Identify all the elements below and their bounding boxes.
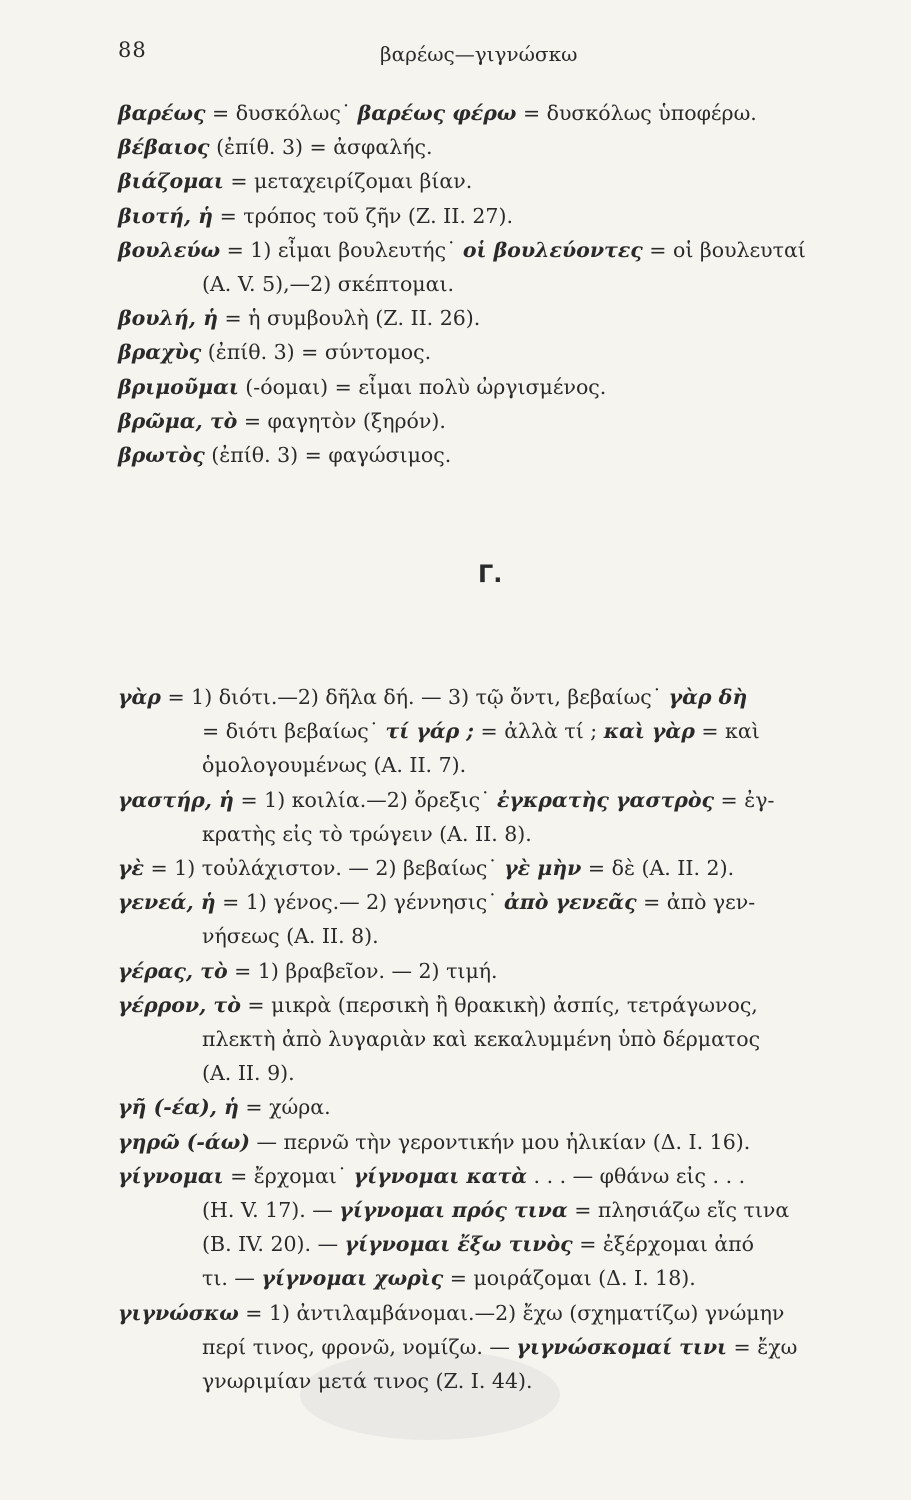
dictionary-entry — [118, 783, 858, 851]
dictionary-entry — [118, 851, 858, 885]
definition-text: = πλησιάζω εἴς τινα — [567, 1198, 790, 1223]
headword: γὲ — [118, 856, 144, 881]
definition-text: = 1) κοιλία.—2) ὄρεξις˙ — [233, 787, 497, 812]
dictionary-entry — [118, 1125, 858, 1159]
headword: βουλή, ἡ — [118, 306, 218, 331]
headword: γίγνομαι — [118, 1163, 224, 1188]
entry-continuation: (Α. ΙΙ. 9). — [202, 1061, 295, 1086]
dictionary-entry — [118, 233, 858, 301]
dictionary-entry — [118, 301, 858, 335]
dictionary-entry — [118, 1159, 858, 1296]
headword: γαστήρ, ἡ — [118, 787, 234, 812]
definition-text: = 1) βραβεῖον. — 2) τιμή. — [227, 958, 498, 983]
headword: βραχὺς — [118, 340, 202, 365]
entry-continuation — [118, 714, 858, 748]
dictionary-entry — [118, 96, 858, 130]
dictionary-entry — [118, 1296, 858, 1399]
definition-text: = 1) ἀντιλαμβάνομαι.—2) ἔχω (σχηματίζω) γνώμην — [238, 1300, 785, 1325]
definition-text: = ἡ συμβουλὴ (Ζ. ΙΙ. 26). — [217, 306, 481, 331]
headword: γὰρ — [118, 685, 161, 709]
entry-continuation — [118, 1193, 858, 1227]
entry-continuation: ὁμολογουμένως (Α. ΙΙ. 7). — [202, 753, 467, 778]
dictionary-entry — [118, 954, 858, 988]
entry-continuation: (Α. V. 5),—2) σκέπτομαι. — [202, 272, 455, 297]
running-head: βαρέως—γιγνώσκω — [380, 42, 578, 66]
dictionary-entry — [118, 370, 858, 404]
definition-text: (ἐπίθ. 3) = σύντομος. — [201, 340, 432, 365]
page-number: 88 — [118, 38, 147, 62]
phrase: γιγνώσκομαί τινι — [516, 1334, 727, 1359]
headword: βέβαιος — [118, 135, 210, 160]
headword: βαρέως — [118, 101, 206, 125]
definition-text: = ἐγ- — [714, 787, 775, 812]
definition-text: (Β. IV. 20). — — [202, 1232, 345, 1257]
phrase: οἱ βουλεύοντες — [462, 237, 643, 262]
headword: βριμοῦμαι — [118, 374, 239, 399]
definition-text: = 1) τοὐλάχιστον. — 2) βεβαίως˙ — [144, 856, 505, 881]
definition-text: (ἐπίθ. 3) = φαγώσιμος. — [204, 443, 452, 468]
definition-text: = 1) γένος.— 2) γέννησις˙ — [215, 890, 505, 915]
page-header — [118, 38, 851, 78]
definition-text: (ἐπίθ. 3) = ἀσφαλής. — [209, 135, 433, 160]
definition-text: (-όομαι) = εἶμαι πολὺ ὠργισμένος. — [238, 374, 607, 399]
entry-continuation: γνωριμίαν μετά τινος (Ζ. Ι. 44). — [202, 1369, 533, 1394]
phrase: γίγνομαι ἔξω τινὸς — [344, 1232, 573, 1257]
headword: γέρρον, τὸ — [118, 992, 241, 1017]
definition-text: = 1) διότι.—2) δῆλα δή. — 3) τῷ ὄντι, βεβαίως˙ — [160, 685, 669, 709]
entries-beta — [118, 96, 858, 472]
entry-continuation — [118, 1330, 858, 1364]
definition-text: — περνῶ τὴν γεροντικήν μου ἡλικίαν (Δ. Ι. 16). — [249, 1129, 751, 1154]
dictionary-entry — [118, 438, 858, 472]
definition-text: = τρόπος τοῦ ζῆν (Ζ. ΙΙ. 27). — [213, 203, 513, 228]
entry-continuation: πλεκτὴ ἀπὸ λυγαριὰν καὶ κεκαλυμμένη ὑπὸ δέρματος — [202, 1027, 761, 1052]
phrase: ἐγκρατὴς γαστρὸς — [496, 787, 715, 812]
dictionary-entry — [118, 199, 858, 233]
definition-text: = μοιράζομαι (Δ. Ι. 18). — [443, 1266, 696, 1291]
headword: γιγνώσκω — [118, 1300, 239, 1325]
entries-gamma — [118, 680, 858, 1398]
definition-text: = δυσκόλως˙ — [205, 101, 358, 125]
definition-text: = οἱ βουλευταί — [642, 237, 806, 262]
phrase: βαρέως φέρω — [357, 101, 517, 125]
definition-text: = μεταχειρίζομαι βίαν. — [223, 169, 473, 194]
phrase: γίγνομαι κατὰ — [353, 1163, 528, 1188]
phrase: γίγνομαι πρός τινα — [339, 1198, 568, 1223]
definition-text: = χώρα. — [238, 1095, 331, 1120]
dictionary-entry — [118, 404, 858, 438]
dictionary-entry — [118, 680, 858, 783]
definition-text: = 1) εἶμαι βουλευτής˙ — [220, 237, 463, 262]
phrase: τί γάρ ; — [385, 719, 474, 744]
definition-text: = ἔρχομαι˙ — [223, 1163, 354, 1188]
headword: γηρῶ (-άω) — [118, 1129, 250, 1154]
dictionary-entry — [118, 335, 858, 369]
definition-text: = ἐξέρχομαι ἀπό — [572, 1232, 754, 1257]
definition-text: = δὲ (Α. ΙΙ. 2). — [581, 856, 735, 881]
headword: βρωτὸς — [118, 443, 205, 468]
headword: γῆ (-έα), ἡ — [118, 1095, 239, 1120]
section-letter-gamma: Γ. — [478, 560, 503, 588]
dictionary-entry — [118, 1090, 858, 1124]
definition-text: τι. — — [202, 1266, 262, 1291]
headword: βιάζομαι — [118, 169, 224, 194]
entry-continuation: νήσεως (Α. ΙΙ. 8). — [202, 924, 379, 949]
headword: βιοτή, ἡ — [118, 203, 214, 228]
dictionary-entry — [118, 988, 858, 1091]
entry-continuation — [118, 1227, 858, 1261]
headword: γενεά, ἡ — [118, 890, 216, 915]
definition-text: (Η. V. 17). — — [202, 1198, 340, 1223]
phrase: ἀπὸ γενεᾶς — [504, 890, 637, 915]
phrase: γίγνομαι χωρὶς — [261, 1266, 444, 1291]
phrase: καὶ γὰρ — [603, 719, 695, 744]
entry-continuation — [118, 1261, 858, 1295]
definition-text: = ἀλλὰ τί ; — [473, 719, 604, 744]
headword: βρῶμα, τὸ — [118, 408, 238, 433]
definition-text: = φαγητὸν (ξηρόν). — [237, 408, 446, 433]
definition-text: = ἀπὸ γεν- — [636, 890, 756, 915]
phrase: γὲ μὴν — [504, 856, 582, 881]
definition-text: . . . — φθάνω εἰς . . . — [527, 1163, 746, 1188]
entry-continuation: κρατὴς εἰς τὸ τρώγειν (Α. ΙΙ. 8). — [202, 821, 532, 846]
headword: βουλεύω — [118, 237, 221, 262]
headword: γέρας, τὸ — [118, 958, 228, 983]
dictionary-entry — [118, 130, 858, 164]
definition-text: = μικρὰ (περσικὴ ἢ θρακικὴ) ἀσπίς, τετράγωνος, — [240, 992, 758, 1017]
definition-text: περί τινος, φρονῶ, νομίζω. — — [202, 1334, 517, 1359]
definition-text: = καὶ — [694, 719, 760, 744]
definition-text: = διότι βεβαίως˙ — [202, 719, 386, 744]
dictionary-entry — [118, 885, 858, 953]
definition-text: = ἔχω — [726, 1334, 798, 1359]
definition-text: = δυσκόλως ὑποφέρω. — [516, 101, 757, 125]
dictionary-entry — [118, 164, 858, 198]
phrase: γὰρ δὴ — [668, 685, 748, 709]
